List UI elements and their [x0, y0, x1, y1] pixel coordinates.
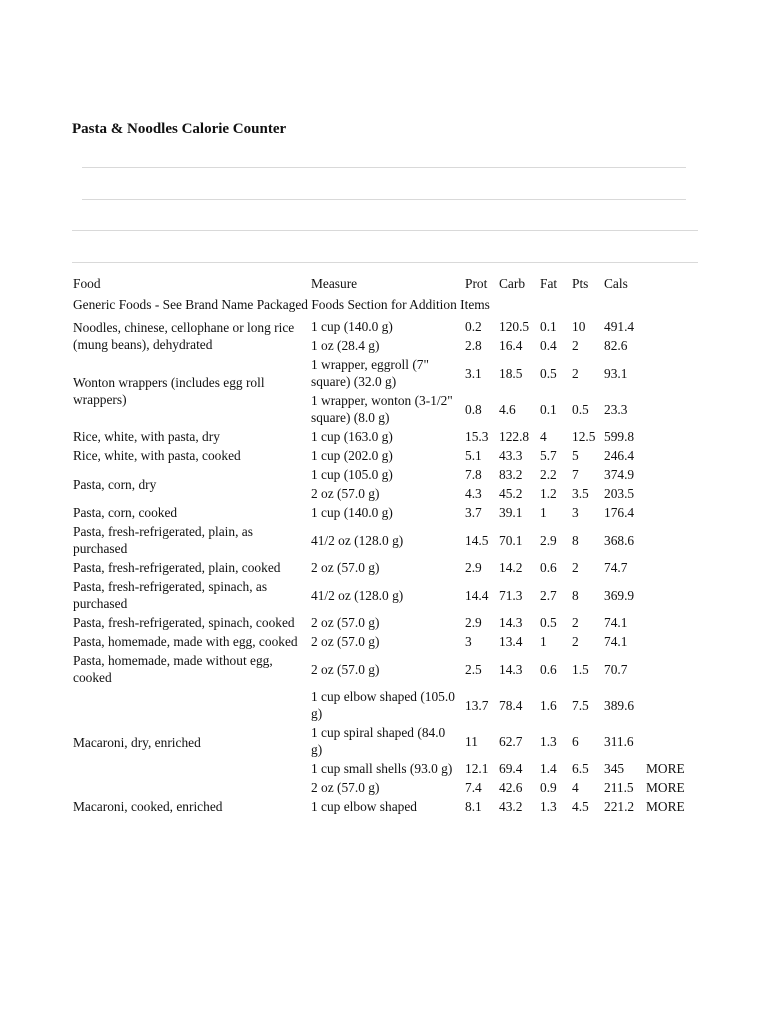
pts-cell: 3.5 — [572, 486, 589, 501]
prot-cell: 5.1 — [465, 448, 482, 463]
measure-cell: 2 oz (57.0 g) — [311, 486, 380, 501]
prot-cell: 2.8 — [465, 338, 482, 353]
measure-cell: 2 oz (57.0 g) — [311, 560, 380, 575]
measure-cell: 2 oz (57.0 g) — [311, 661, 380, 677]
carb-cell: 39.1 — [499, 505, 523, 520]
table-header-row — [70, 273, 697, 295]
carb-cell: 43.3 — [499, 448, 523, 463]
column-header-prot: Prot — [465, 276, 488, 291]
fat-cell: 0.9 — [540, 780, 557, 795]
cals-cell: 82.6 — [604, 338, 628, 353]
measure-cell: 41/2 oz (128.0 g) — [311, 532, 404, 548]
pts-cell: 12.5 — [572, 429, 596, 444]
cals-cell: 491.4 — [604, 319, 635, 334]
pts-cell: 2 — [572, 634, 579, 649]
fat-cell: 1 — [540, 634, 547, 649]
measure-cell: 1 cup (163.0 g) — [311, 429, 393, 444]
pts-cell: 8 — [572, 532, 579, 548]
fat-cell: 0.5 — [540, 365, 557, 381]
measure-cell: 1 cup (140.0 g) — [311, 319, 393, 334]
carb-cell: 4.6 — [499, 401, 516, 417]
prot-cell: 14.5 — [465, 532, 489, 548]
measure-cell: 1 cup small shells (93.0 g) — [311, 761, 453, 776]
table-row — [70, 797, 697, 816]
prot-cell: 3 — [465, 634, 472, 649]
pts-cell: 4.5 — [572, 799, 589, 814]
pts-cell: 3 — [572, 505, 579, 520]
table-row — [70, 577, 697, 613]
fat-cell: 0.6 — [540, 661, 557, 677]
column-header-pts: Pts — [572, 276, 589, 291]
table-row — [70, 613, 697, 632]
measure-cell: 1 cup (140.0 g) — [311, 505, 393, 520]
divider — [72, 262, 698, 263]
prot-cell: 0.2 — [465, 319, 482, 334]
measure-cell: 2 oz (57.0 g) — [311, 780, 380, 795]
pts-cell: 1.5 — [572, 661, 589, 677]
fat-cell: 0.1 — [540, 319, 557, 334]
prot-cell: 8.1 — [465, 799, 482, 814]
table-row — [70, 317, 697, 336]
more-cell — [642, 465, 697, 484]
fat-cell: 0.4 — [540, 338, 557, 353]
food-cell: Pasta, corn, cooked — [73, 505, 178, 520]
column-header-fat: Fat — [540, 276, 558, 291]
more-cell — [642, 613, 697, 632]
pts-cell: 2 — [572, 338, 579, 353]
more-cell — [642, 484, 697, 503]
prot-cell: 2.9 — [465, 560, 482, 575]
food-cell: Pasta, fresh-refrigerated, plain, cooked — [73, 560, 281, 575]
more-cell — [642, 687, 697, 723]
table-row — [70, 522, 697, 558]
prot-cell: 2.5 — [465, 661, 482, 677]
table-row — [70, 558, 697, 577]
food-cell: Pasta, corn, dry — [73, 476, 157, 492]
prot-cell: 2.9 — [465, 615, 482, 630]
table-row — [70, 427, 697, 446]
fat-cell: 1.3 — [540, 733, 557, 749]
food-cell: Pasta, homemade, made without egg, cooked — [73, 653, 273, 685]
divider — [72, 230, 698, 231]
fat-cell: 1.4 — [540, 761, 557, 776]
pts-cell: 6.5 — [572, 761, 589, 776]
measure-cell: 1 cup spiral shaped (84.0 g) — [311, 725, 446, 757]
pts-cell: 5 — [572, 448, 579, 463]
food-cell: Pasta, fresh-refrigerated, spinach, cooked — [73, 615, 295, 630]
cals-cell: 74.1 — [604, 615, 628, 630]
food-cell: Macaroni, dry, enriched — [73, 734, 201, 750]
more-cell — [642, 336, 697, 355]
cals-cell: 203.5 — [604, 486, 635, 501]
food-cell: Wonton wrappers (includes egg roll wrappers) — [73, 375, 265, 407]
measure-cell: 1 wrapper, wonton (3-1/2" square) (8.0 g) — [311, 393, 453, 425]
calorie-table — [70, 273, 697, 816]
cals-cell: 311.6 — [604, 733, 634, 749]
cals-cell: 389.6 — [604, 697, 635, 713]
prot-cell: 7.4 — [465, 780, 482, 795]
measure-cell: 41/2 oz (128.0 g) — [311, 587, 404, 603]
carb-cell: 69.4 — [499, 761, 523, 776]
table-row — [70, 651, 697, 687]
table-row — [70, 687, 697, 723]
cals-cell: 70.7 — [604, 661, 628, 677]
cals-cell: 211.5 — [604, 780, 634, 795]
cals-cell: 23.3 — [604, 401, 628, 417]
measure-cell: 1 cup (202.0 g) — [311, 448, 393, 463]
measure-cell: 1 cup elbow shaped — [311, 799, 417, 814]
prot-cell: 11 — [465, 733, 478, 749]
cals-cell: 221.2 — [604, 799, 635, 814]
carb-cell: 16.4 — [499, 338, 523, 353]
carb-cell: 13.4 — [499, 634, 523, 649]
measure-cell: 2 oz (57.0 g) — [311, 634, 380, 649]
measure-cell: 2 oz (57.0 g) — [311, 615, 380, 630]
cals-cell: 93.1 — [604, 365, 628, 381]
prot-cell: 12.1 — [465, 761, 489, 776]
prot-cell: 0.8 — [465, 401, 482, 417]
cals-cell: 374.9 — [604, 467, 635, 482]
more-cell — [642, 632, 697, 651]
cals-cell: 74.7 — [604, 560, 628, 575]
fat-cell: 0.1 — [540, 401, 557, 417]
carb-cell: 71.3 — [499, 587, 523, 603]
more-link[interactable]: MORE — [646, 799, 685, 814]
table-row — [70, 465, 697, 484]
cals-cell: 176.4 — [604, 505, 635, 520]
food-cell: Macaroni, cooked, enriched — [73, 799, 223, 814]
carb-cell: 70.1 — [499, 532, 523, 548]
prot-cell: 14.4 — [465, 587, 489, 603]
fat-cell: 2.2 — [540, 467, 557, 482]
column-header-food: Food — [73, 276, 101, 291]
pts-cell: 6 — [572, 733, 579, 749]
food-cell: Pasta, fresh-refrigerated, spinach, as purchased — [73, 579, 268, 611]
pts-cell: 2 — [572, 560, 579, 575]
more-cell — [642, 577, 697, 613]
table-row — [70, 632, 697, 651]
carb-cell: 42.6 — [499, 780, 523, 795]
column-header-cals: Cals — [604, 276, 628, 291]
carb-cell: 78.4 — [499, 697, 523, 713]
divider — [82, 167, 686, 168]
table-row — [70, 503, 697, 522]
cals-cell: 74.1 — [604, 634, 628, 649]
more-cell — [642, 427, 697, 446]
carb-cell: 62.7 — [499, 733, 523, 749]
cals-cell: 246.4 — [604, 448, 635, 463]
prot-cell: 3.7 — [465, 505, 482, 520]
more-cell — [642, 558, 697, 577]
prot-cell: 7.8 — [465, 467, 482, 482]
prot-cell: 3.1 — [465, 365, 482, 381]
cals-cell: 369.9 — [604, 587, 635, 603]
pts-cell: 2 — [572, 615, 579, 630]
measure-cell: 1 oz (28.4 g) — [311, 338, 380, 353]
cals-cell: 345 — [604, 761, 625, 776]
fat-cell: 0.6 — [540, 560, 557, 575]
divider — [82, 199, 686, 200]
carb-cell: 43.2 — [499, 799, 523, 814]
prot-cell: 4.3 — [465, 486, 482, 501]
fat-cell: 0.5 — [540, 615, 557, 630]
more-link[interactable]: MORE — [646, 761, 685, 776]
carb-cell: 45.2 — [499, 486, 523, 501]
food-cell: Rice, white, with pasta, dry — [73, 429, 220, 444]
more-link[interactable]: MORE — [646, 780, 685, 795]
prot-cell: 15.3 — [465, 429, 489, 444]
more-cell — [642, 723, 697, 759]
section-note: Generic Foods - See Brand Name Packaged Foods Section for Addition Items — [73, 297, 490, 312]
food-cell: Noodles, chinese, cellophane or long rice (mung beans), dehydrated — [73, 320, 295, 352]
table-row — [70, 446, 697, 465]
table-row — [70, 355, 697, 391]
food-cell: Pasta, homemade, made with egg, cooked — [73, 634, 298, 649]
column-header-more — [642, 273, 697, 295]
pts-cell: 8 — [572, 587, 579, 603]
carb-cell: 14.3 — [499, 661, 523, 677]
pts-cell: 7.5 — [572, 697, 589, 713]
carb-cell: 14.2 — [499, 560, 523, 575]
pts-cell: 7 — [572, 467, 579, 482]
carb-cell: 18.5 — [499, 365, 523, 381]
column-header-measure: Measure — [311, 276, 358, 291]
cals-cell: 599.8 — [604, 429, 635, 444]
fat-cell: 1.2 — [540, 486, 557, 501]
fat-cell: 2.7 — [540, 587, 557, 603]
carb-cell: 83.2 — [499, 467, 523, 482]
food-cell: Pasta, fresh-refrigerated, plain, as purchased — [73, 524, 253, 556]
column-header-carb: Carb — [499, 276, 526, 291]
page-title: Pasta & Noodles Calorie Counter — [72, 121, 287, 137]
measure-cell: 1 cup elbow shaped (105.0 g) — [311, 689, 455, 721]
food-cell: Rice, white, with pasta, cooked — [73, 448, 241, 463]
more-cell — [642, 317, 697, 336]
section-note-row — [70, 295, 697, 317]
more-cell — [642, 391, 697, 427]
more-cell — [642, 651, 697, 687]
more-cell — [642, 522, 697, 558]
fat-cell: 1 — [540, 505, 547, 520]
fat-cell: 4 — [540, 429, 547, 444]
more-cell — [642, 503, 697, 522]
fat-cell: 2.9 — [540, 532, 557, 548]
pts-cell: 10 — [572, 319, 586, 334]
carb-cell: 120.5 — [499, 319, 530, 334]
prot-cell: 13.7 — [465, 697, 489, 713]
carb-cell: 14.3 — [499, 615, 523, 630]
more-cell — [642, 355, 697, 391]
carb-cell: 122.8 — [499, 429, 530, 444]
fat-cell: 1.6 — [540, 697, 557, 713]
pts-cell: 0.5 — [572, 401, 589, 417]
pts-cell: 4 — [572, 780, 579, 795]
fat-cell: 1.3 — [540, 799, 557, 814]
measure-cell: 1 wrapper, eggroll (7" square) (32.0 g) — [311, 357, 429, 389]
cals-cell: 368.6 — [604, 532, 635, 548]
more-cell — [642, 446, 697, 465]
fat-cell: 5.7 — [540, 448, 557, 463]
measure-cell: 1 cup (105.0 g) — [311, 467, 393, 482]
pts-cell: 2 — [572, 365, 579, 381]
